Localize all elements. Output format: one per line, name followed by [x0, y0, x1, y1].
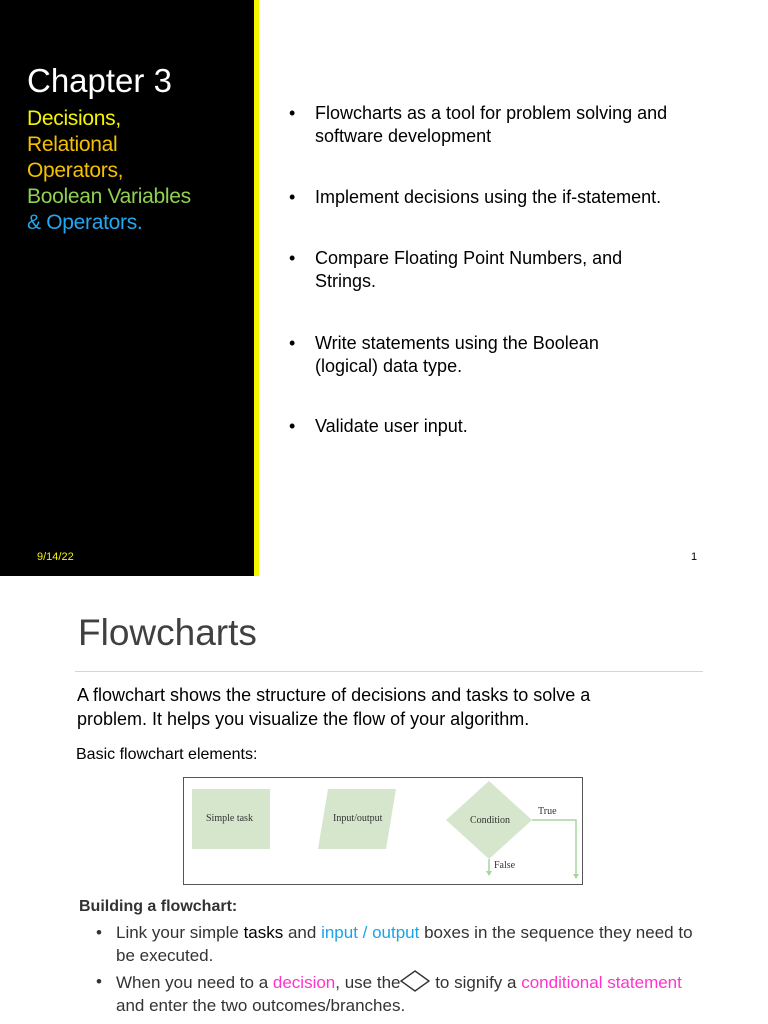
step-text: and — [283, 923, 322, 942]
intro-paragraph: A flowchart shows the structure of decisions and tasks to solve a problem. It helps you visualize the flow of your algorithm. — [77, 685, 591, 729]
false-arrowhead — [486, 871, 492, 876]
slide-date: 9/14/22 — [37, 551, 74, 563]
slide-number: 1 — [691, 551, 698, 563]
keyword-input-output: input / output — [321, 923, 420, 942]
step-text: boxes in the sequence they need to be executed. — [116, 923, 693, 965]
flowchart-elements-figure — [183, 777, 583, 885]
objective-text: Implement decisions using the if-statement. — [315, 187, 662, 207]
objective-item — [289, 186, 719, 209]
objective-text: Write statements using the Boolean (logical) data type. — [315, 333, 599, 376]
building-heading: Building a flowchart: — [79, 898, 238, 915]
accent-bar — [254, 0, 259, 576]
objective-item — [289, 332, 719, 378]
bullet-icon: • — [289, 416, 296, 436]
condition-label: Condition — [470, 815, 511, 826]
bullet-icon: • — [289, 103, 296, 123]
keyword-decision: decision — [272, 973, 336, 992]
objective-text: Validate user input. — [315, 416, 468, 436]
building-step — [96, 921, 696, 967]
building-steps-list — [96, 921, 696, 1017]
keyword-conditional-statement: conditional statement — [521, 973, 682, 992]
keyword-tasks: tasks — [243, 923, 284, 942]
diamond-icon — [400, 970, 430, 992]
subtitle-line: Boolean Variables — [27, 185, 191, 208]
simple-task-label: Simple task — [206, 813, 253, 824]
true-arrowhead — [573, 874, 579, 879]
objective-text: Compare Floating Point Numbers, and Strings. — [315, 248, 623, 291]
step-text: When you need to a — [116, 973, 273, 992]
bullet-icon: • — [96, 923, 102, 942]
building-step — [96, 970, 696, 1017]
subtitle-line: Decisions, — [27, 107, 121, 130]
input-output-label: Input/output — [333, 813, 383, 824]
objective-item — [289, 247, 719, 293]
basic-elements-label: Basic flowchart elements: — [76, 746, 258, 763]
chapter-title: Chapter 3 — [27, 62, 172, 99]
chapter-subtitle — [27, 106, 247, 236]
objective-text: Flowcharts as a tool for problem solving and software development — [315, 103, 668, 146]
bullet-icon: • — [96, 972, 102, 991]
slide-2 — [0, 576, 768, 1024]
bullet-icon: • — [289, 248, 296, 268]
subtitle-line: Operators, — [27, 159, 124, 182]
flowchart-shapes — [184, 778, 580, 882]
false-label: False — [494, 860, 516, 871]
step-text: , use the — [335, 973, 401, 992]
true-branch-arrow — [532, 820, 576, 878]
objective-item — [289, 102, 719, 148]
subtitle-line: & Operators. — [27, 211, 143, 234]
bullet-icon: • — [289, 333, 296, 353]
step-text: Link your simple — [116, 923, 244, 942]
objective-item — [289, 415, 719, 438]
title-divider — [75, 671, 703, 672]
slide-title: Flowcharts — [78, 612, 257, 653]
bullet-icon: • — [289, 187, 296, 207]
true-label: True — [538, 806, 557, 817]
step-text: to signify a — [430, 973, 522, 992]
subtitle-line: Relational — [27, 133, 118, 156]
step-text: and enter the two outcomes/branches. — [116, 996, 406, 1015]
